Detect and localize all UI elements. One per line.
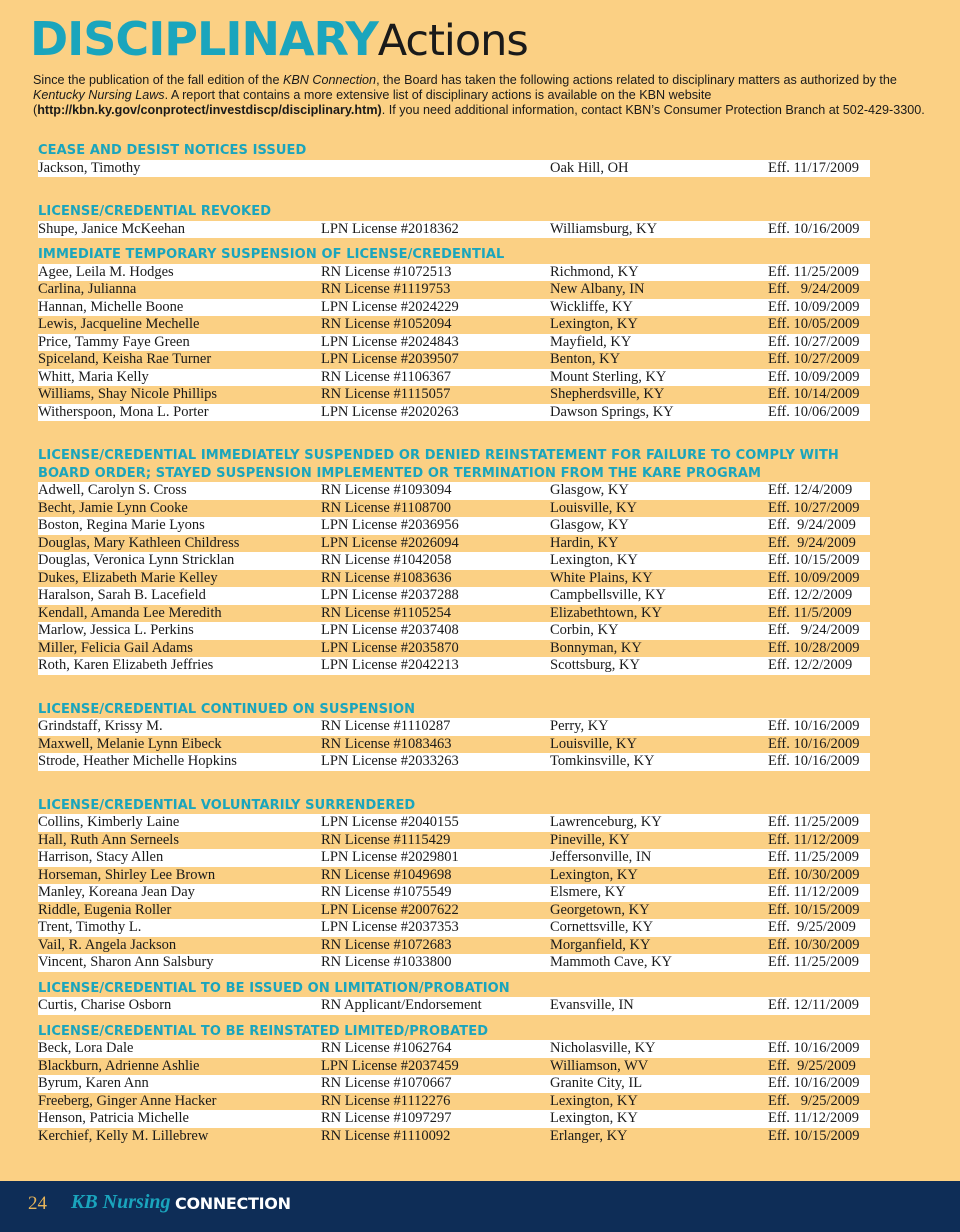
section-spacer (38, 771, 870, 789)
section-rows (38, 997, 870, 1015)
location: Hardin, KY (550, 534, 619, 551)
effective-date: Eff. 10/27/2009 (768, 351, 860, 367)
license-number: LPN License #2024843 (321, 333, 459, 350)
table-row (38, 736, 870, 754)
effective-date: Eff. 11/17/2009 (768, 159, 860, 176)
section-heading: LICENSE/CREDENTIAL IMMEDIATELY SUSPENDED OR DENIED REINSTATEMENT FOR FAILURE TO COMPLY WITH BOARD ORDER; STAYED SUSPENSION IMPLEMENTED OR TERMINATION FROM THE KARE PROGRAM (38, 448, 839, 481)
table-row (38, 640, 870, 658)
section (38, 789, 870, 972)
licensee-name: Beck, Lora Dale (38, 1040, 134, 1056)
location: Louisville, KY (550, 735, 637, 752)
table-row (38, 997, 870, 1015)
effective-date: Eff. 9/25/2009 (768, 919, 856, 935)
section (38, 439, 870, 675)
location: Georgetown, KY (550, 901, 650, 918)
table-row (38, 386, 870, 404)
table-row (38, 299, 870, 317)
table-row (38, 334, 870, 352)
table-row (38, 264, 870, 282)
section (38, 1015, 870, 1146)
section-spacer (38, 675, 870, 693)
table-row (38, 657, 870, 675)
location: Erlanger, KY (550, 1127, 628, 1144)
effective-date: Eff. 9/24/2009 (768, 517, 856, 533)
section (38, 693, 870, 771)
table-row (38, 1093, 870, 1111)
table-row (38, 605, 870, 623)
location: Lexington, KY (550, 1110, 638, 1126)
table-row (38, 535, 870, 553)
table-row (38, 1110, 870, 1128)
section-spacer (38, 177, 870, 195)
table-row (38, 849, 870, 867)
license-number: RN License #1062764 (321, 1040, 452, 1056)
section-rows (38, 718, 870, 771)
effective-date: Eff. 11/25/2009 (768, 954, 860, 970)
effective-date: Eff. 10/27/2009 (768, 333, 860, 350)
license-number: RN License #1072683 (321, 936, 452, 953)
location: Nicholasville, KY (550, 1040, 656, 1056)
table-row (38, 587, 870, 605)
intro-text-1: Since the publication of the fall edition of the (33, 73, 283, 87)
brand-logo-italic: KB Nursing (71, 1191, 171, 1213)
licensee-name: Trent, Timothy L. (38, 919, 142, 935)
license-number: RN License #1119753 (321, 281, 451, 297)
table-row (38, 552, 870, 570)
license-number: LPN License #2036956 (321, 517, 459, 533)
location: Oak Hill, OH (550, 159, 629, 176)
licensee-name: Henson, Patricia Michelle (38, 1110, 189, 1126)
license-number: RN License #1049698 (321, 866, 452, 883)
license-number: RN License #1112276 (321, 1092, 451, 1109)
license-number: RN License #1105254 (321, 604, 451, 621)
table-row (38, 902, 870, 920)
effective-date: Eff. 11/25/2009 (768, 814, 860, 830)
table-row (38, 1058, 870, 1076)
licensee-name: Miller, Felicia Gail Adams (38, 639, 193, 656)
location: Mammoth Cave, KY (550, 954, 673, 970)
licensee-name: Curtis, Charise Osborn (38, 997, 172, 1013)
effective-date: Eff. 12/2/2009 (768, 587, 853, 603)
licensee-name: Freeberg, Ginger Anne Hacker (38, 1092, 217, 1109)
license-number: RN License #1093094 (321, 482, 452, 498)
license-number: LPN License #2039507 (321, 351, 459, 367)
location: Louisville, KY (550, 499, 637, 516)
location: Bonnyman, KY (550, 639, 642, 656)
intro-text-3: . A report that contains a more extensive list of disciplinary actions is available on the KBN website ( (33, 88, 712, 117)
effective-date: Eff. 10/14/2009 (768, 386, 860, 402)
table-row (38, 884, 870, 902)
section-heading: LICENSE/CREDENTIAL REVOKED (38, 204, 272, 219)
intro-text-2: , the Board has taken the following actions related to disciplinary matters as authorized by the (376, 73, 897, 87)
table-row (38, 867, 870, 885)
effective-date: Eff. 10/09/2009 (768, 298, 860, 315)
effective-date: Eff. 10/30/2009 (768, 866, 860, 883)
location: Granite City, IL (550, 1075, 643, 1091)
license-number: RN License #1106367 (321, 368, 451, 385)
effective-date: Eff. 11/12/2009 (768, 831, 860, 848)
location: Glasgow, KY (550, 482, 629, 498)
location: Jeffersonville, IN (550, 849, 652, 865)
effective-date: Eff. 9/24/2009 (768, 622, 860, 638)
section-heading: CEASE AND DESIST NOTICES ISSUED (38, 143, 307, 158)
license-number: LPN License #2037353 (321, 919, 459, 935)
table-row (38, 281, 870, 299)
section-heading: LICENSE/CREDENTIAL TO BE REINSTATED LIMITED/PROBATED (38, 1023, 489, 1039)
effective-date: Eff. 10/09/2009 (768, 368, 860, 385)
section-rows (38, 221, 870, 239)
effective-date: Eff. 10/27/2009 (768, 499, 860, 516)
licensee-name: Blackburn, Adrienne Ashlie (38, 1057, 200, 1074)
location: White Plains, KY (550, 569, 653, 586)
effective-date: Eff. 10/06/2009 (768, 403, 860, 420)
effective-date: Eff. 10/15/2009 (768, 552, 860, 568)
intro-website-link[interactable]: http://kbn.ky.gov/conprotect/investdiscp/disciplinary.htm) (37, 103, 382, 117)
license-number: LPN License #2018362 (321, 220, 459, 237)
licensee-name: Horseman, Shirley Lee Brown (38, 866, 216, 883)
intro-text-4: . If you need additional information, contact KBN’s Consumer Protection Branch at 502-429-3300. (381, 103, 925, 117)
license-number: RN License #1115057 (321, 386, 451, 402)
page-number: 24 (28, 1193, 47, 1214)
table-row (38, 404, 870, 422)
table-row (38, 954, 870, 972)
section-rows (38, 814, 870, 972)
intro-paragraph (33, 73, 943, 118)
effective-date: Eff. 10/05/2009 (768, 316, 860, 332)
licensee-name: Whitt, Maria Kelly (38, 368, 149, 385)
licensee-name: Marlow, Jessica L. Perkins (38, 622, 194, 638)
section-rows (38, 1040, 870, 1145)
location: Williamson, WV (550, 1057, 649, 1074)
location: Dawson Springs, KY (550, 403, 674, 420)
intro-publication: KBN Connection (282, 73, 377, 87)
location: New Albany, IN (550, 281, 645, 297)
section-rows (38, 160, 870, 178)
table-row (38, 369, 870, 387)
location: Mount Sterling, KY (550, 368, 667, 385)
intro-laws: Kentucky Nursing Laws (33, 88, 165, 102)
location: Richmond, KY (550, 263, 639, 280)
table-row (38, 937, 870, 955)
table-row (38, 570, 870, 588)
effective-date: Eff. 10/16/2009 (768, 1040, 860, 1056)
location: Wickliffe, KY (550, 298, 633, 315)
actions-list (38, 134, 870, 1145)
licensee-name: Riddle, Eugenia Roller (38, 901, 172, 918)
effective-date: Eff. 10/16/2009 (768, 718, 860, 734)
license-number: LPN License #2037408 (321, 622, 459, 638)
table-row (38, 351, 870, 369)
licensee-name: Maxwell, Melanie Lynn Eibeck (38, 735, 222, 752)
location: Corbin, KY (550, 622, 619, 638)
footer-bar (0, 1181, 960, 1232)
section-heading: LICENSE/CREDENTIAL TO BE ISSUED ON LIMITATION/PROBATION (38, 980, 510, 996)
license-number: RN License #1052094 (321, 316, 452, 332)
licensee-name: Byrum, Karen Ann (38, 1075, 149, 1091)
license-number: RN License #1110287 (321, 718, 451, 734)
license-number: LPN License #2026094 (321, 534, 459, 551)
section (38, 134, 870, 177)
license-number: LPN License #2040155 (321, 814, 459, 830)
license-number: LPN License #2020263 (321, 403, 459, 420)
licensee-name: Lewis, Jacqueline Mechelle (38, 316, 200, 332)
license-number: RN License #1083463 (321, 735, 452, 752)
location: Mayfield, KY (550, 333, 632, 350)
licensee-name: Dukes, Elizabeth Marie Kelley (38, 569, 218, 586)
license-number: RN License #1072513 (321, 263, 452, 280)
licensee-name: Kendall, Amanda Lee Meredith (38, 604, 222, 621)
licensee-name: Strode, Heather Michelle Hopkins (38, 753, 237, 769)
license-number: RN License #1070667 (321, 1075, 452, 1091)
effective-date: Eff. 11/12/2009 (768, 1110, 860, 1126)
effective-date: Eff. 11/12/2009 (768, 884, 860, 900)
effective-date: Eff. 9/24/2009 (768, 281, 860, 297)
licensee-name: Harrison, Stacy Allen (38, 849, 164, 865)
licensee-name: Price, Tammy Faye Green (38, 333, 190, 350)
license-number: RN License #1115429 (321, 831, 451, 848)
table-row (38, 482, 870, 500)
licensee-name: Haralson, Sarah B. Lacefield (38, 587, 206, 603)
section (38, 972, 870, 1015)
license-number: LPN License #2035870 (321, 639, 459, 656)
location: Scottsburg, KY (550, 657, 640, 673)
effective-date: Eff. 10/15/2009 (768, 901, 860, 918)
table-row (38, 832, 870, 850)
license-number (321, 160, 550, 178)
section-heading: IMMEDIATE TEMPORARY SUSPENSION OF LICENSE/CREDENTIAL (38, 247, 505, 262)
brand-logo-caps: CONNECTION (175, 1194, 291, 1213)
licensee-name: Kerchief, Kelly M. Lillebrew (38, 1127, 209, 1144)
effective-date: Eff. 9/25/2009 (768, 1092, 860, 1109)
license-number: LPN License #2037288 (321, 587, 459, 603)
location: Lexington, KY (550, 552, 638, 568)
license-number: RN License #1097297 (321, 1110, 452, 1126)
license-number: RN License #1033800 (321, 954, 452, 970)
effective-date: Eff. 10/16/2009 (768, 753, 860, 769)
license-number: RN License #1110092 (321, 1127, 451, 1144)
location: Tomkinsville, KY (550, 753, 655, 769)
location: Williamsburg, KY (550, 220, 658, 237)
section-rows (38, 264, 870, 422)
location: Perry, KY (550, 718, 609, 734)
location: Glasgow, KY (550, 517, 629, 533)
section (38, 238, 870, 421)
effective-date: Eff. 10/09/2009 (768, 569, 860, 586)
section (38, 195, 870, 238)
license-number: RN License #1075549 (321, 884, 452, 900)
table-row (38, 500, 870, 518)
section-spacer (38, 421, 870, 439)
location: Shepherdsville, KY (550, 386, 665, 402)
table-row (38, 753, 870, 771)
location: Lexington, KY (550, 316, 638, 332)
licensee-name: Witherspoon, Mona L. Porter (38, 403, 209, 420)
table-row (38, 1040, 870, 1058)
page-title (30, 12, 528, 66)
location: Cornettsville, KY (550, 919, 654, 935)
licensee-name: Agee, Leila M. Hodges (38, 263, 174, 280)
effective-date: Eff. 10/30/2009 (768, 936, 860, 953)
licensee-name: Hall, Ruth Ann Serneels (38, 831, 179, 848)
effective-date: Eff. 11/25/2009 (768, 849, 860, 865)
table-row (38, 1128, 870, 1146)
licensee-name: Vincent, Sharon Ann Salsbury (38, 954, 214, 970)
table-row (38, 622, 870, 640)
title-bold: DISCIPLINARY (30, 12, 378, 66)
effective-date: Eff. 11/5/2009 (768, 604, 852, 621)
license-number: LPN License #2007622 (321, 901, 459, 918)
licensee-name: Hannan, Michelle Boone (38, 298, 184, 315)
effective-date: Eff. 10/15/2009 (768, 1127, 860, 1144)
table-row (38, 814, 870, 832)
location: Lawrenceburg, KY (550, 814, 662, 830)
licensee-name: Carlina, Julianna (38, 281, 137, 297)
effective-date: Eff. 10/16/2009 (768, 220, 860, 237)
license-number: RN License #1042058 (321, 552, 452, 568)
effective-date: Eff. 9/25/2009 (768, 1057, 856, 1074)
license-number: LPN License #2033263 (321, 753, 459, 769)
location: Elsmere, KY (550, 884, 626, 900)
location: Evansville, IN (550, 997, 634, 1013)
license-number: LPN License #2029801 (321, 849, 459, 865)
table-row (38, 316, 870, 334)
section-heading: LICENSE/CREDENTIAL VOLUNTARILY SURRENDERED (38, 797, 416, 813)
table-row (38, 919, 870, 937)
table-row (38, 160, 870, 178)
licensee-name: Douglas, Veronica Lynn Stricklan (38, 552, 235, 568)
section-rows (38, 482, 870, 675)
license-number: LPN License #2037459 (321, 1057, 459, 1074)
table-row (38, 718, 870, 736)
location: Lexington, KY (550, 1092, 638, 1109)
location: Morganfield, KY (550, 936, 651, 953)
location: Pineville, KY (550, 831, 630, 848)
licensee-name: Spiceland, Keisha Rae Turner (38, 351, 212, 367)
effective-date: Eff. 12/11/2009 (768, 997, 860, 1013)
table-row (38, 517, 870, 535)
effective-date: Eff. 12/2/2009 (768, 657, 853, 673)
effective-date: Eff. 9/24/2009 (768, 534, 856, 551)
licensee-name: Williams, Shay Nicole Phillips (38, 386, 218, 402)
licensee-name: Shupe, Janice McKeehan (38, 220, 185, 237)
licensee-name: Collins, Kimberly Laine (38, 814, 180, 830)
licensee-name: Manley, Koreana Jean Day (38, 884, 195, 900)
location: Campbellsville, KY (550, 587, 666, 603)
licensee-name: Boston, Regina Marie Lyons (38, 517, 205, 533)
location: Benton, KY (550, 351, 621, 367)
licensee-name: Adwell, Carolyn S. Cross (38, 482, 187, 498)
location: Elizabethtown, KY (550, 604, 662, 621)
location: Lexington, KY (550, 866, 638, 883)
licensee-name: Jackson, Timothy (38, 159, 141, 176)
title-light: Actions (377, 16, 528, 66)
effective-date: Eff. 10/16/2009 (768, 735, 860, 752)
license-number: LPN License #2042213 (321, 657, 459, 673)
licensee-name: Vail, R. Angela Jackson (38, 936, 177, 953)
license-number: RN License #1108700 (321, 499, 451, 516)
licensee-name: Becht, Jamie Lynn Cooke (38, 499, 188, 516)
table-row (38, 1075, 870, 1093)
licensee-name: Douglas, Mary Kathleen Childress (38, 534, 240, 551)
effective-date: Eff. 11/25/2009 (768, 263, 860, 280)
licensee-name: Grindstaff, Krissy M. (38, 718, 163, 734)
licensee-name: Roth, Karen Elizabeth Jeffries (38, 657, 214, 673)
section-heading: LICENSE/CREDENTIAL CONTINUED ON SUSPENSION (38, 701, 416, 717)
license-number: RN License #1083636 (321, 569, 452, 586)
effective-date: Eff. 12/4/2009 (768, 482, 853, 498)
effective-date: Eff. 10/28/2009 (768, 639, 860, 656)
license-number: LPN License #2024229 (321, 298, 459, 315)
license-number: RN Applicant/Endorsement (321, 997, 482, 1013)
table-row (38, 221, 870, 239)
effective-date: Eff. 10/16/2009 (768, 1075, 860, 1091)
